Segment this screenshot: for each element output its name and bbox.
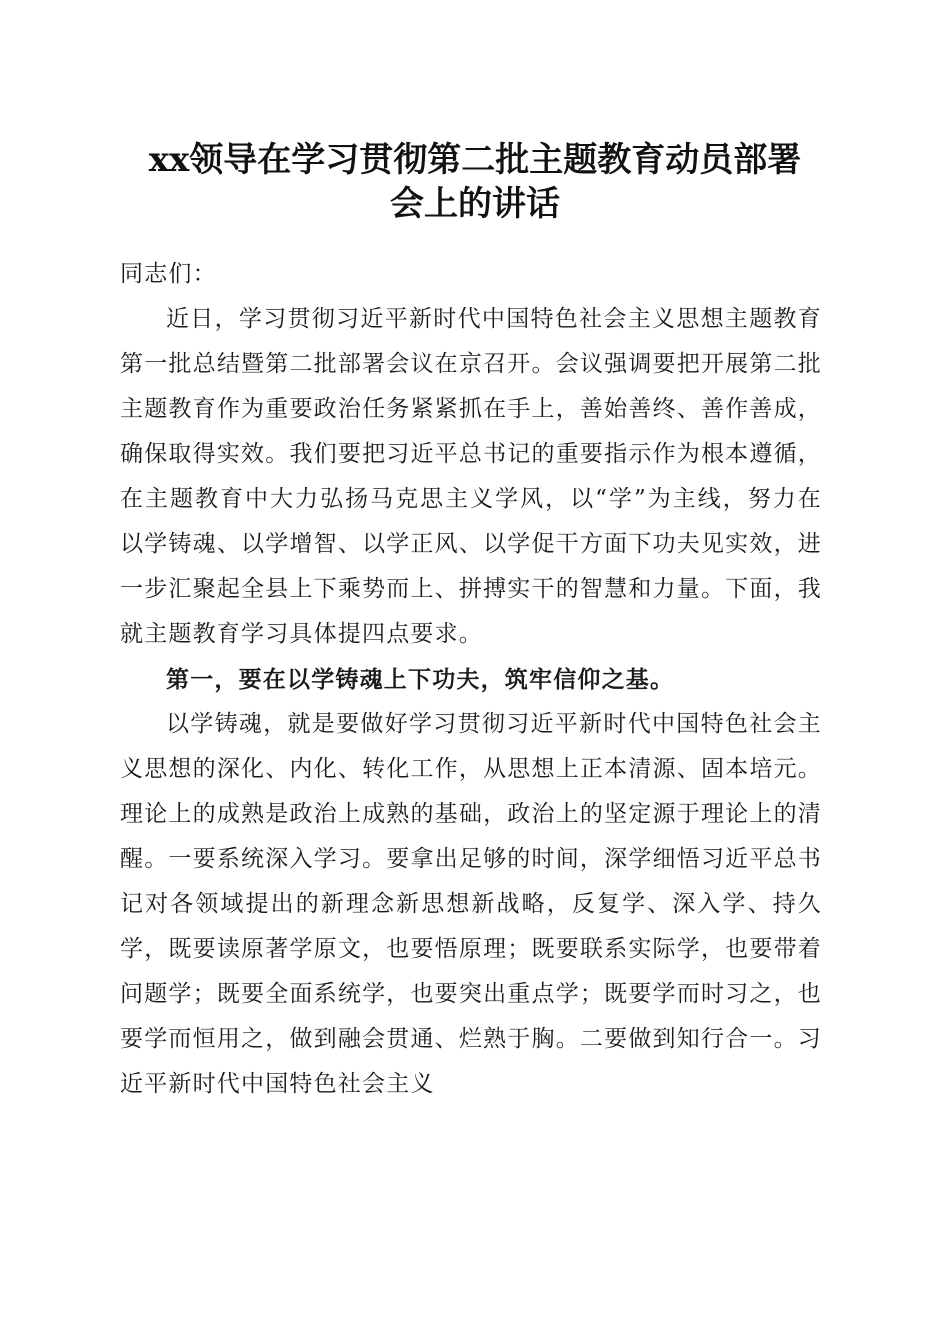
title-line-2: 会上的讲话	[390, 184, 560, 224]
section-heading-1: 第一，要在以学铸魂上下功夫，筑牢信仰之基。	[166, 666, 675, 693]
document-title	[100, 138, 850, 226]
paragraph-section-1: 以学铸魂，就是要做好学习贯彻习近平新时代中国特色社会主义思想的深化、内化、转化工作，从思想上正本清源、固本培元。理论上的成熟是政治上成熟的基础，政治上的坚定源于理论上的清醒。一要系统深入学习。要拿出足够的时间，深学细悟习近平总书记对各领域提出的新理念新思想新战略，反复学、深入学、持久学，既要读原著学原文，也要悟原理；既要联系实际学，也要带着问题学；既要全面系统学，也要突出重点学；既要学而时习之，也要学而恒用之，做到融会贯通、烂熟于胸。二要做到知行合一。习近平新时代中国特色社会主义	[120, 711, 822, 1097]
salutation: 同志们：	[120, 261, 217, 287]
title-line-1: xx领导在学习贯彻第二批主题教育动员部署	[148, 140, 802, 180]
document-body	[120, 252, 822, 1107]
paragraph-intro: 近日，学习贯彻习近平新时代中国特色社会主义思想主题教育第一批总结暨第二批部署会议在京召开。会议强调要把开展第二批主题教育作为重要政治任务紧紧抓在手上，善始善终、善作善成，确保取得实效。我们要把习近平总书记的重要指示作为根本遵循，在主题教育中大力弘扬马克思主义学风，以“学”为主线，努力在以学铸魂、以学增智、以学正风、以学促干方面下功夫见实效，进一步汇聚起全县上下乘势而上、拼搏实干的智慧和力量。下面，我就主题教育学习具体提四点要求。	[120, 306, 822, 647]
